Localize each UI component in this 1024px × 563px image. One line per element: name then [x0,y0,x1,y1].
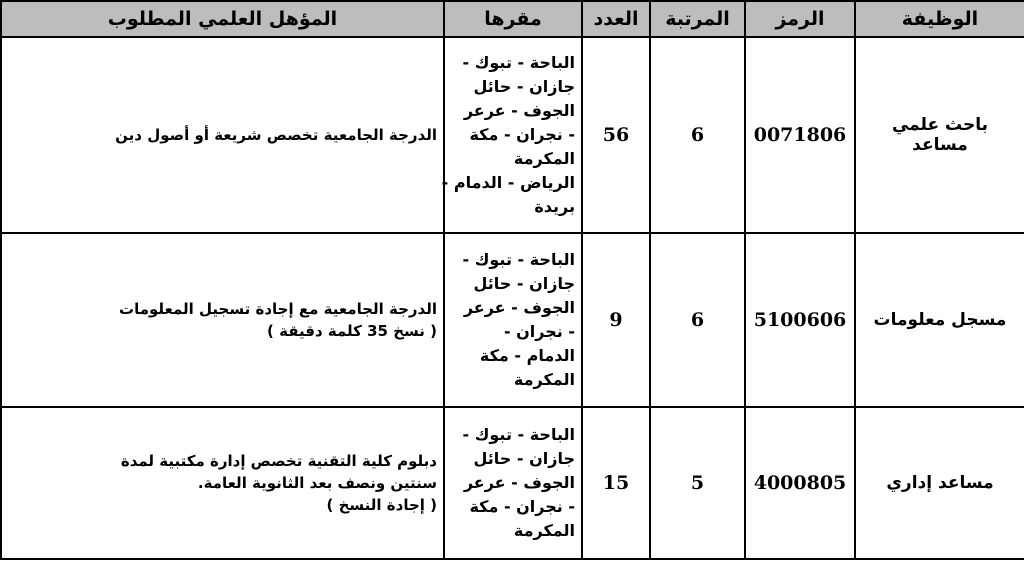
header-rank: المرتبة [650,1,745,37]
location-line: الباحة - تبوك - [462,425,575,444]
qualification-line: دبلوم كلية التقنية تخصص إدارة مكتبية لمدة [120,452,437,470]
location-line: جازان - حائل [473,274,575,293]
code-cell: 5100606 [745,233,855,407]
location-line: - نجران - [503,322,575,341]
rank-cell: 5 [650,407,745,559]
location-line: الجوف - عرعر [463,473,575,492]
qualification-line: ( نسخ 35 كلمة دقيقة ) [267,322,437,340]
location-line: الدمام - مكة [479,346,575,365]
location-line: الرياض - الدمام - [441,173,575,192]
qualification-cell [1,233,444,407]
location-cell [444,233,582,407]
location-cell [441,37,582,233]
qualification-line: ( إجادة النسخ ) [326,496,437,514]
header-code: الرمز [745,1,855,37]
rank-cell: 6 [650,233,745,407]
location-line: المكرمة [513,149,575,168]
header-row [1,1,1024,37]
header-qualification: المؤهل العلمي المطلوب [1,1,444,37]
location-cell [444,407,582,559]
rank-cell: 6 [650,37,745,233]
location-line: الجوف - عرعر [463,101,575,120]
header-count: العدد [582,1,650,37]
job-title-cell: باحث علمي مساعد [855,37,1024,233]
job-title-cell: مسجل معلومات [855,233,1024,407]
count-cell: 15 [582,407,650,559]
table-row [1,233,1024,407]
qualification-cell [1,37,444,233]
location-line: المكرمة [513,370,575,389]
qualification-line: سنتين ونصف بعد الثانوية العامة. [197,474,437,492]
location-line: الباحة - تبوك - [462,250,575,269]
job-title-cell: مساعد إداري [855,407,1024,559]
location-line: جازان - حائل [473,77,575,96]
qualification-line: الدرجة الجامعية تخصص شريعة أو أصول دين [115,126,437,144]
location-line: - نجران - مكة [469,497,575,516]
count-cell: 56 [582,37,650,233]
header-job: الوظيفة [855,1,1024,37]
location-line: - نجران - مكة [469,125,575,144]
table-row [1,407,1024,559]
location-line: المكرمة [513,521,575,540]
location-line: بريدة [534,197,575,216]
location-line: الجوف - عرعر [463,298,575,317]
qualification-line: الدرجة الجامعية مع إجادة تسجيل المعلومات [119,300,437,318]
header-location: مقرها [444,1,582,37]
location-line: جازان - حائل [473,449,575,468]
code-cell: 4000805 [745,407,855,559]
location-line: الباحة - تبوك - [462,53,575,72]
code-cell: 0071806 [745,37,855,233]
table-row [1,37,1024,233]
qualification-cell [1,407,444,559]
count-cell: 9 [582,233,650,407]
